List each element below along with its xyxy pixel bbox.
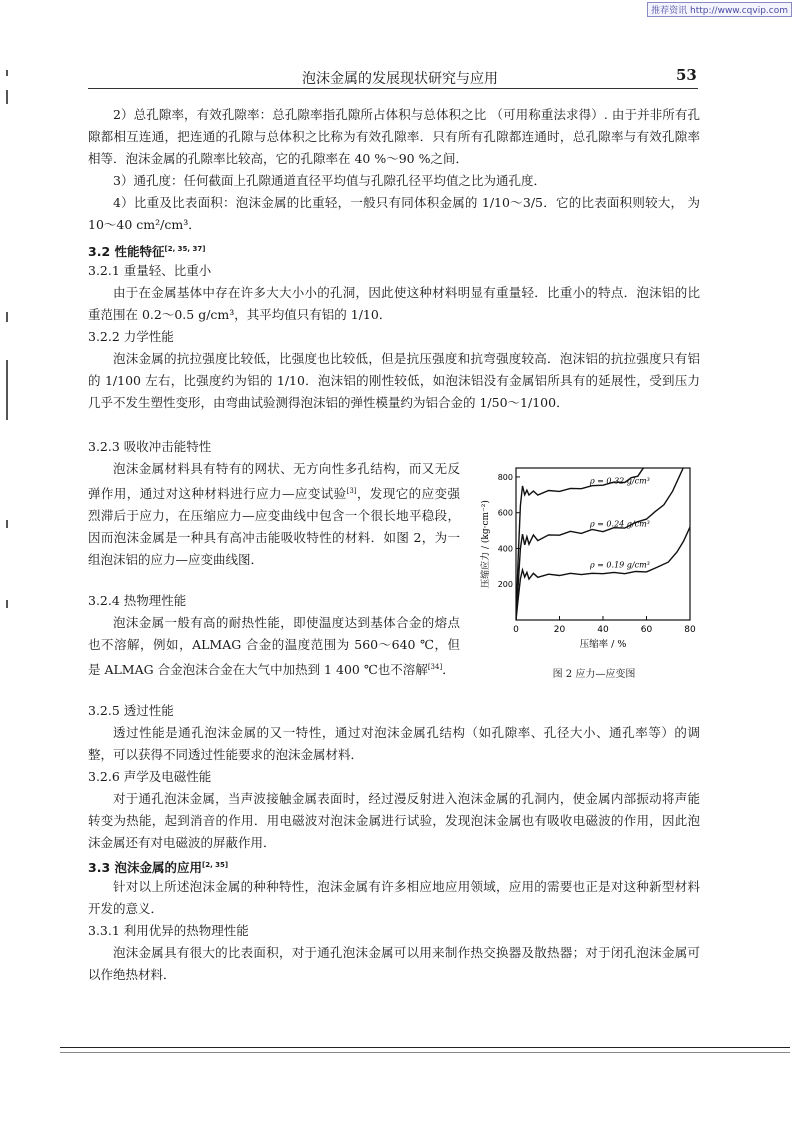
citation: [2, 35] [202, 861, 229, 869]
section-heading-3-2-2: 3.2.2 力学性能 [88, 329, 174, 344]
margin-mark [6, 520, 8, 528]
margin-mark [6, 90, 8, 104]
paragraph-impact-absorption [88, 458, 460, 571]
y-axis-label: 压缩应力 / (kg·cm⁻²) [481, 500, 491, 588]
citation: [2, 35, 37] [164, 245, 206, 253]
section-heading-3-2-1: 3.2.1 重量轻、比重小 [88, 263, 212, 278]
series-label: ρ = 0.19 g/cm³ [589, 560, 650, 570]
text-run: 泡沫金属材料具有特有的网状、无方向性多孔结构，而又无反弹作用，通过对这种材料进行应力—应变试验 [88, 461, 460, 502]
x-tick-label: 0 [513, 625, 519, 635]
running-header-title: 泡沫金属的发展现状研究与应用 [302, 71, 498, 87]
series-line [516, 527, 690, 620]
y-tick-label: 600 [497, 508, 513, 518]
y-tick-label: 200 [497, 580, 513, 590]
page-number: 53 [676, 66, 697, 84]
y-tick-label: 400 [497, 544, 513, 554]
footer-rule [60, 1047, 790, 1048]
section-heading-3-3-1: 3.3.1 利用优异的热物理性能 [88, 923, 249, 938]
series-line [516, 463, 686, 620]
paragraph-permeability: 透过性能是通孔泡沫金属的又一特性，通过对泡沫金属孔结构（如孔隙率、孔径大小、通孔率等）的调整，可以获得不同透过性能要求的泡沫金属材料． [88, 725, 700, 762]
paragraph-line: 2）总孔隙率，有效孔隙率：总孔隙率指孔隙所占体积与总体积之比 （可用称重法求得）. 由 [113, 107, 625, 122]
paragraph-light-weight: 由于在金属基体中存在许多大大小小的孔洞，因此使这种材料明显有重量轻．比重小的特点．泡沫铝的比重范围在 0.2～0.5 g/cm³，其平均值只有铝的 1/10． [88, 285, 700, 322]
footer-rule-thin [60, 1052, 790, 1053]
paragraph-total-porosity [88, 104, 700, 170]
x-axis-label: 压缩率 / % [579, 639, 627, 650]
figure-caption: 图 2 应力—应变图 [552, 669, 636, 680]
section-heading-3-2-4: 3.2.4 热物理性能 [88, 593, 187, 608]
heading-text: 3.3 泡沫金属的应用 [88, 860, 202, 876]
paragraph-acoustic-em: 对于通孔泡沫金属，当声波接触金属表面时，经过漫反射进入泡沫金属的孔洞内，使金属内部振动将声能转变为热能，起到消音的作用．用电磁波对泡沫金属进行试验，发现泡沫金属也有吸收电磁波的作用，因此泡沫金属还有对电磁波的屏蔽作用． [88, 791, 700, 850]
section-heading-3-2-3: 3.2.3 吸收冲击能特性 [88, 439, 212, 454]
paragraph-mechanical: 泡沫金属的抗拉强度比较低，比强度也比较低，但是抗压强度和抗弯强度较高．泡沫铝的抗拉强度只有铝的 1/100 左右，比强度约为铝的 1/10．泡沫铝的刚性较低，如泡沫铝没有金属铝所具有的延展性，受到压力几乎不发生塑性变形，由弯曲试验测得泡沫铝的弹性模量约为铝合金的 1/50～1/100． [88, 351, 700, 410]
text-run: ，发现它的应变强烈滞后于应力，在压缩应力—应变曲线中包含一个很长地平稳段，因而泡沫金属是一种具有高冲击能吸收特性的材料．如图 2，为一组泡沫铝的应力—应变曲线图． [88, 486, 460, 568]
paragraph-applications: 针对以上所述泡沫金属的种种特性，泡沫金属有许多相应地应用领域，应用的需要也正是对这种新型材料开发的意义． [88, 879, 700, 916]
stress-strain-chart [478, 460, 710, 660]
paragraph-through-porosity: 3）通孔度：任何截面上孔隙通道直径平均值与孔隙孔径平均值之比为通孔度． [113, 173, 546, 188]
x-tick-label: 80 [684, 625, 696, 635]
section-heading-3-2-5: 3.2.5 透过性能 [88, 703, 174, 718]
citation: [34] [427, 663, 443, 671]
x-tick-label: 20 [553, 625, 566, 635]
series-label: ρ = 0.24 g/cm³ [589, 519, 650, 529]
x-tick-label: 60 [640, 625, 653, 635]
watermark-link[interactable]: 推荐资讯 http://www.cqvip.com [647, 2, 792, 17]
paragraph-thermal-application: 泡沫金属具有很大的比表面积，对于通孔泡沫金属可以用来制作热交换器及散热器；对于闭孔泡沫金属可以作绝热材料． [88, 945, 700, 982]
paragraph-thermal [88, 612, 460, 681]
margin-mark [6, 360, 8, 420]
series-label: ρ = 0.32 g/cm³ [589, 476, 650, 486]
section-heading-3-2-6: 3.2.6 声学及电磁性能 [88, 769, 212, 784]
paragraph-line: 于并非所有孔隙都相互连通，把连通的孔隙与总体积之比称为有效孔隙率．只有所有孔隙都连通时，总孔隙率与有效孔隙率相等．泡沫金属的孔隙率比较高，它的孔隙率在 40 %～90 %之间． [88, 107, 700, 166]
x-tick-label: 40 [597, 625, 609, 635]
text-run: ． [442, 662, 455, 678]
paragraph-specific-gravity: 4）比重及比表面积：泡沫金属的比重轻，一般只有同体积金属的 1/10～3/5．它的比表面积则较大， 为 10～40 cm²/cm³． [88, 195, 700, 232]
citation: [3] [346, 487, 357, 495]
margin-mark [6, 312, 8, 322]
plot-frame [516, 468, 690, 620]
margin-mark [6, 600, 8, 608]
header-rule [88, 88, 698, 89]
stress-strain-figure [478, 460, 710, 675]
y-tick-label: 800 [497, 472, 513, 482]
heading-text: 3.2 性能特征 [88, 244, 165, 260]
text-run: 泡沫金属一般有高的耐热性能，即使温度达到基体合金的熔点也不溶解，例如，ALMAG 合金的温度范围为 560～640 ℃，但是 ALMAG 合金泡沫合金在大气中加热到 1 400 ℃也不溶解 [88, 615, 460, 678]
